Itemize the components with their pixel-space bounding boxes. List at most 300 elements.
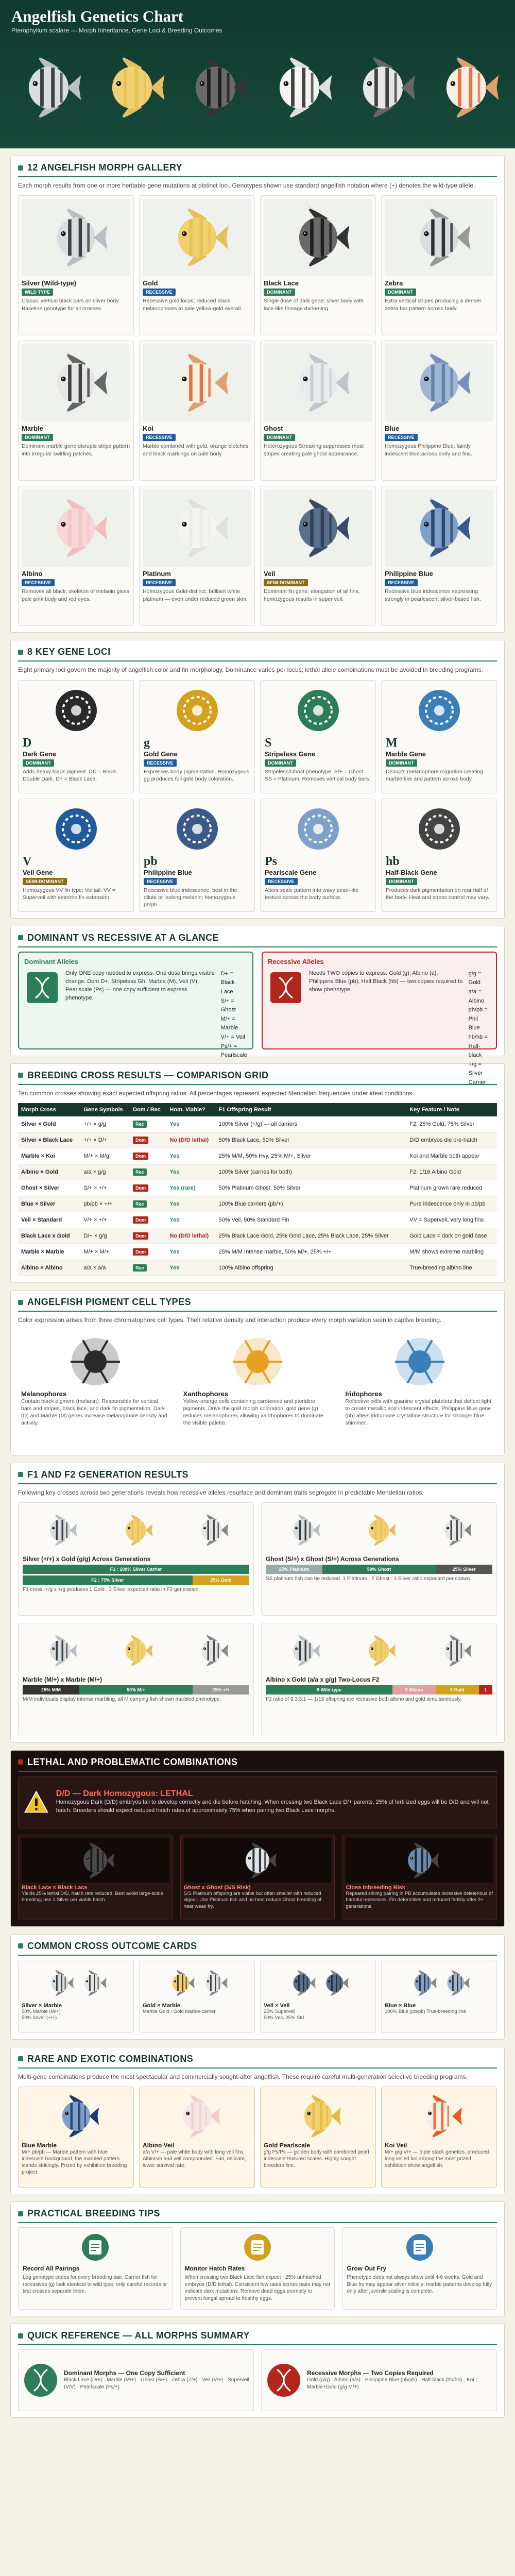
table-cell: 100% Albino offspring (216, 1260, 407, 1276)
section-marker-icon (18, 1472, 23, 1477)
generation-title: Albino x Gold (a/a x g/g) Two-Locus F2 (266, 1675, 380, 1683)
chromatophore-cell-icon (391, 1333, 448, 1390)
gene-symbol: D (23, 736, 32, 750)
inheritance-badge: DOMINANT (385, 289, 416, 296)
recessive-text: Needs TWO copies to express. Gold (g), Albino (a), Philippine Blue (pb), Half Black (hb) — two copies required to show phenotype. (309, 970, 463, 993)
morph-card (18, 486, 134, 626)
outcome-section (10, 1934, 505, 2040)
quick-card (261, 2349, 497, 2411)
morph-name: Philippine Blue (385, 570, 433, 578)
angelfish-icon (434, 1633, 475, 1669)
morph-card (139, 486, 255, 626)
angelfish-icon (43, 1968, 76, 1998)
gene-name: Gold Gene (144, 750, 178, 758)
section-marker-icon (18, 165, 23, 171)
section-title: F1 AND F2 GENERATION RESULTS (27, 1469, 188, 1480)
ratio-segment: 50% Ghost (322, 1565, 436, 1574)
inheritance-badge: DOMINANT (22, 434, 53, 441)
generation-title: Marble (M/+) x Marble (M/+) (23, 1675, 102, 1683)
gene-card (139, 680, 255, 793)
table-cell: Marble × Koi (18, 1148, 80, 1164)
table-header: Dom / Rec (130, 1103, 166, 1116)
gene-desc: Expresses body pigmentation. Homozygous gg produces full gold body coloration. (144, 768, 249, 782)
angelfish-icon (290, 2092, 347, 2141)
gene-grid (18, 680, 497, 912)
table-header: F1 Offspring Result (216, 1103, 407, 1116)
section-title: 8 KEY GENE LOCI (27, 647, 111, 657)
viable-cell: Yes (rare) (166, 1180, 215, 1196)
lethal-card-desc: S/S Platinum offspring are viable but often smaller with reduced vigour. Use Platinum fish and no heat reduce Ghost breeding of near weak fry. (183, 1890, 321, 1909)
gene-symbol: V (23, 854, 32, 868)
rare-desc: M/+ pb/pb — Marble pattern with blue iridescent background, the marbled pattern stands strikingly. Prized by exhibition breeding project. (22, 2149, 127, 2176)
gene-pattern-icon (416, 806, 462, 852)
table-cell: 50% Platinum Ghost, 50% Silver (216, 1180, 407, 1196)
angelfish-icon (115, 1633, 157, 1669)
morph-card (381, 486, 497, 626)
viable-cell: Yes (166, 1196, 215, 1212)
lethal-card-desc: Repeated sibling pairing in PB accumulates recessive deleterious of harmful recessives. Fin deformities and reduced fertility after 3+ generations. (346, 1890, 493, 1909)
section-title: 12 ANGELFISH MORPH GALLERY (27, 162, 183, 173)
table-cell: Platinum grown rare reduced (406, 1180, 497, 1196)
viable-cell: Yes (166, 1244, 215, 1260)
gene-card (260, 680, 376, 793)
morph-desc: Dominant fin gene; elongation of all fins, homozygous results in super veil. (264, 588, 360, 602)
hero-fish-icon (262, 49, 337, 126)
quick-grid (18, 2349, 497, 2411)
morph-name: Albino (22, 570, 43, 578)
morph-card (139, 195, 255, 335)
ratio-segment: F1 : 100% Silver Carrier (23, 1565, 249, 1574)
table-cell: Marble × Marble (18, 1244, 80, 1260)
table-cell: pb/pb × +/+ (80, 1196, 130, 1212)
angelfish-icon (40, 1633, 81, 1669)
quick-reference-section (10, 2324, 505, 2418)
morph-card (18, 341, 134, 481)
morph-card (381, 341, 497, 481)
ratio-segment: 25% Gold (193, 1575, 249, 1585)
rare-grid (18, 2087, 497, 2188)
morph-card (260, 341, 376, 481)
rare-title: Koi Veil (385, 2142, 407, 2149)
table-cell: 100% Silver (+/g) — all carriers (216, 1116, 407, 1132)
dominant-box (18, 952, 253, 1059)
gene-symbol: S (265, 736, 272, 750)
tip-title: Monitor Hatch Rates (184, 2265, 245, 2273)
angelfish-icon (394, 1840, 445, 1881)
fish-illustration-icon (38, 204, 115, 271)
generation-note: M/M individuals display intense marbling, all M carrying fish shown marbled phenotype. (23, 1696, 221, 1702)
generation-note: SS platinum fish can be reduced. 1 Platinum : 2 Ghost : 1 Silver ratio expected per spawn. (266, 1575, 472, 1582)
dom-rec-pill: Rec (133, 1200, 147, 1208)
lethal-card (342, 1835, 497, 1920)
gene-desc: Recessive blue iridescence, best in the dilute or lacking melanin; homozygous pb/pb. (144, 887, 237, 908)
gene-name: Pearlscale Gene (265, 868, 317, 876)
dom-rec-pill: Dom (133, 1232, 148, 1240)
section-intro: Ten common crosses showing exact expected offspring ratios. All percentages represent expected Mendelian frequencies under ideal conditions. (18, 1089, 414, 1097)
angelfish-icon (318, 1968, 351, 1998)
quick-title: Dominant Morphs — One Copy Sufficient (64, 2369, 185, 2377)
gene-symbol: Ps (265, 854, 277, 868)
angelfish-icon (434, 1512, 475, 1548)
dominant-list-item: V/+ = Veil (220, 1033, 245, 1040)
fish-illustration-icon (280, 204, 357, 271)
table-cell: 100% Blue carriers (pb/+) (216, 1196, 407, 1212)
table-cell: Pure iridescence only in pb/pb (406, 1196, 497, 1212)
section-marker-icon (18, 1300, 23, 1305)
dominant-list-item: Ps/+ = Pearlscale (220, 1043, 247, 1059)
generation-note: F2 ratio of 9:3:3:1 — 1/16 offspring are recessive both albino and gold simultaneously. (266, 1696, 462, 1702)
gene-pattern-icon (295, 806, 341, 852)
table-cell: 25% M/M, 50% Hvy, 25% M/+, Silver (216, 1148, 407, 1164)
page-title: Angelfish Genetics Chart (11, 7, 184, 25)
ratio-bar (266, 1565, 492, 1574)
viable-cell: No (D/D lethal) (166, 1228, 215, 1244)
table-cell: Black Lace x Gold (18, 1228, 80, 1244)
gene-desc: Disrupts melanophore migration creating marble-like and pattern across body. (386, 768, 484, 782)
table-cell: a/a × g/g (80, 1164, 130, 1180)
inheritance-badge: RECESSIVE (144, 878, 177, 885)
quick-title: Recessive Morphs — Two Copies Required (307, 2369, 434, 2377)
ratio-bar (266, 1685, 492, 1694)
section-title: PRACTICAL BREEDING TIPS (27, 2208, 160, 2219)
generation-card (18, 1502, 254, 1616)
morph-desc: Homozygous Philippine Blue; faintly iridescent blue across body and fins. (385, 443, 472, 457)
tip-title: Grow Out Fry (347, 2265, 386, 2273)
gene-desc: Produces dark pigmentation on rear half of the body. Heat and stress control may vary. (386, 887, 489, 901)
fish-illustration-icon (159, 495, 236, 562)
fish-illustration-icon (401, 349, 478, 416)
outcome-card (381, 1960, 497, 2033)
ratio-segment: 25% Platinum (266, 1565, 322, 1574)
tips-grid (18, 2227, 497, 2310)
pigment-name: Iridophores (345, 1389, 382, 1398)
inheritance-badge: RECESSIVE (144, 759, 177, 767)
tip-title: Record All Pairings (23, 2265, 80, 2273)
morph-desc: Marble combined with gold, orange blotches and black markings on pale body. (143, 443, 249, 457)
rare-desc: a/a V/+ — pale white body with long veil fins; Albinism and veil compounded. Fair, delicate, lower survival rate. (143, 2149, 246, 2169)
morph-name: Veil (264, 570, 276, 578)
tip-desc: Log genotype codes for every breeding pair. Carrier fish for recessives (g) look identical to wild type; only careful records or test crosses separate them. (23, 2275, 167, 2295)
morph-name: Ghost (264, 425, 283, 433)
quick-desc: Gold (g/g) · Albino (a/a) · Philippine Blue (pb/pb) · Half-black (hb/hb) · Koi = Marble+Gold (g/g M/+) (307, 2377, 479, 2391)
gene-pattern-icon (174, 806, 220, 852)
section-title: DOMINANT VS RECESSIVE AT A GLANCE (27, 932, 219, 943)
inheritance-badge: RECESSIVE (22, 579, 55, 586)
recessive-list (469, 970, 491, 1088)
morph-gallery-section (10, 156, 505, 633)
inheritance-badge: DOMINANT (264, 434, 295, 441)
inheritance-badge: SEMI-DOMINANT (264, 579, 308, 586)
tip-card (342, 2227, 497, 2310)
recessive-list-item: +/g = Silver Carrier (468, 1061, 486, 1086)
outcome-desc: 25% Superveil 50% Veil, 25% Std (264, 2008, 304, 2021)
table-cell: M/+ × M/+ (80, 1244, 130, 1260)
angelfish-icon (164, 1968, 197, 1998)
inheritance-badge: DOMINANT (264, 289, 295, 296)
recessive-list-item: g/g = Gold (468, 970, 482, 986)
table-row (18, 1196, 497, 1212)
angelfish-icon (115, 1512, 157, 1548)
outcome-card (260, 1960, 376, 2033)
gene-name: Marble Gene (386, 750, 426, 758)
lethal-card-title: Close Inbreeding Risk (346, 1884, 405, 1891)
lethal-card-title: Black Lace × Black Lace (22, 1884, 88, 1891)
table-cell: Gold Lace = dark on gold base (406, 1228, 497, 1244)
viable-cell: No (D/D lethal) (166, 1132, 215, 1148)
table-cell: a/a × a/a (80, 1260, 130, 1276)
dom-rec-pill: Rec (133, 1264, 147, 1272)
section-title: COMMON CROSS OUTCOME CARDS (27, 1940, 197, 1951)
morph-name: Gold (143, 279, 158, 287)
morph-card (18, 195, 134, 335)
recessive-dna-icon (268, 970, 304, 1006)
section-intro: Eight primary loci govern the majority of angelfish color and fin morphology. Dominance varies per locus; lethal allele combinations must be avoided in breeding programs. (18, 666, 483, 674)
table-cell: 100% Silver (carries for both) (216, 1164, 407, 1180)
morph-card (381, 195, 497, 335)
table-row (18, 1116, 497, 1132)
dominant-title: Dominant Alleles (24, 957, 78, 965)
recessive-box (262, 952, 497, 1086)
section-intro: Multi-gene combinations produce the most spectacular and commercially sought-after angelfish. These require careful multi-generation selective breeding programs. (18, 2073, 468, 2080)
tip-card (18, 2227, 173, 2310)
morph-desc: Classic vertical black bars on silver body. Baseline genotype for all crosses. (22, 298, 120, 312)
section-marker-icon (18, 2211, 23, 2216)
recessive-list-item: hb/hb = Half-black (468, 1033, 488, 1059)
table-cell: VV = Superveil, very long fins (406, 1212, 497, 1228)
lethal-section (10, 1750, 505, 1927)
angelfish-icon (76, 1968, 109, 1998)
table-cell: V/+ × +/+ (80, 1212, 130, 1228)
fish-illustration-icon (401, 495, 478, 562)
viable-cell: Yes (166, 1164, 215, 1180)
morph-desc: Removes all black; skeleton of melanin gives pale pink body and red eyes. (22, 588, 129, 602)
dom-rec-pill: Rec (133, 1121, 147, 1128)
page-subtitle: Pterophyllum scalare — Morph Inheritance, Gene Loci & Breeding Outcomes (11, 27, 222, 34)
angelfish-icon (406, 1968, 439, 1998)
table-cell: Silver × Gold (18, 1116, 80, 1132)
hero-fish-icon (11, 49, 86, 126)
outcome-desc: 50% Marble (M/+) 50% Silver (+/+) (22, 2008, 61, 2021)
outcome-title: Gold × Marble (143, 2002, 181, 2009)
table-cell: D/D embryos die pre-hatch (406, 1132, 497, 1148)
morph-name: Black Lace (264, 279, 299, 287)
pigment-desc: Contain black pigment (melanin). Responsible for vertical bars and stripes, black lace, and dark fin pigmentation. Dark (D) and Marble (M) genes increase melanophore density and activity. (21, 1398, 167, 1427)
angelfish-icon (283, 1633, 324, 1669)
outcome-title: Silver × Marble (22, 2002, 62, 2009)
morph-name: Blue (385, 425, 400, 433)
pigment-card (342, 1330, 497, 1449)
gene-pattern-icon (416, 687, 462, 734)
table-cell: Koi and Marble both appear (406, 1148, 497, 1164)
angelfish-icon (169, 2092, 226, 2141)
rare-desc: M/+ g/g V/+ — triple stack genetics, produced long veiled koi among the most prized exhibition show angelfish. (385, 2149, 489, 2169)
table-row (18, 1164, 497, 1180)
hero-header (0, 0, 515, 148)
morph-desc: Extra vertical stripes producing a denser zebra bar pattern across body. (385, 298, 482, 312)
dominant-list-item: M/+ = Marble (220, 1015, 238, 1031)
gene-symbol: M (386, 736, 398, 750)
table-cell: Albino × Albino (18, 1260, 80, 1276)
viable-cell: Yes (166, 1148, 215, 1164)
morph-name: Marble (22, 425, 43, 433)
generation-title: Silver (+/+) x Gold (g/g) Across Generations (23, 1555, 151, 1563)
generation-note: F1 cross: +/g x +/g produces 1 Gold : 3 Silver expected ratio in F2 generation. (23, 1586, 200, 1592)
gene-symbol: hb (386, 854, 400, 868)
rare-desc: g/g Ps/Ps — golden body with combined pearl iridescent textured scales. Highly sought breeders fine. (264, 2149, 369, 2169)
gene-card (139, 799, 255, 912)
table-row (18, 1228, 497, 1244)
table-row (18, 1148, 497, 1164)
gene-pattern-icon (174, 687, 220, 734)
angelfish-icon (285, 1968, 318, 1998)
tip-desc: When crossing two Black Lace fish expect ~25% unhatched embryos (D/D lethal). Consistent low rates across pairs may not indicate dark mutations. Remove dead eggs promptly to prevent fungal spread to healthy eggs. (184, 2275, 330, 2301)
gene-loci-section (10, 640, 505, 918)
table-cell: 25% Black Lace Gold, 25% Gold Lace, 25% Black Lace, 25% Silver (216, 1228, 407, 1244)
cross-grid-section (10, 1063, 505, 1283)
hero-fish-icon (95, 49, 169, 126)
dom-rec-pill: Dom (133, 1184, 148, 1192)
section-marker-icon (18, 935, 23, 940)
section-title: RARE AND EXOTIC COMBINATIONS (27, 2053, 194, 2064)
tips-section (10, 2201, 505, 2316)
angelfish-icon (191, 1512, 232, 1548)
morph-desc: Single dose of dark gene; silver body with lace-like finnage darkening. (264, 298, 364, 312)
rare-card (139, 2087, 255, 2188)
angelfish-icon (232, 1840, 283, 1881)
table-header: Morph Cross (18, 1103, 80, 1116)
pigment-name: Xanthophores (183, 1389, 229, 1398)
inheritance-badge: SEMI-DOMINANT (23, 878, 67, 885)
ratio-segment: F2 : 75% Silver (23, 1575, 193, 1585)
table-cell: M/M shows extreme marbling (406, 1244, 497, 1260)
section-title: BREEDING CROSS RESULTS — COMPARISON GRID (27, 1070, 269, 1080)
gene-pattern-icon (295, 687, 341, 734)
dom-rec-pill: Dom (133, 1137, 148, 1144)
inheritance-badge: DOMINANT (386, 878, 417, 885)
ratio-bar (23, 1565, 249, 1574)
dom-rec-pill: Dom (133, 1216, 148, 1224)
gene-name: Half-Black Gene (386, 868, 437, 876)
table-cell: True-breeding albino line (406, 1260, 497, 1276)
gene-card (18, 680, 134, 793)
table-header: Gene Symbols (80, 1103, 130, 1116)
gene-name: Stripeless Gene (265, 750, 316, 758)
pigment-desc: Yellow-orange cells containing carotenoid and pteridine pigments. Drive the gold morph coloration; gold gene (g) reduces melanophores allowing xanthophores to dominate the visible palette. (183, 1398, 323, 1427)
ratio-segment: 9 Wild-type (266, 1685, 392, 1694)
angelfish-icon (48, 2092, 105, 2141)
table-row (18, 1244, 497, 1260)
morph-desc: Recessive gold locus; reduced black melanophores to pale yellow-gold overall. (143, 298, 243, 312)
table-cell: Silver × Black Lace (18, 1132, 80, 1148)
outcome-card (139, 1960, 255, 2033)
morph-desc: Homozygous Gold-distinct, brilliant white platinum — even under reduced green skin. (143, 588, 248, 602)
angelfish-icon (283, 1512, 324, 1548)
lethal-hero-text: Homozygous Dark (D/D) embryos fail to develop correctly and die before hatching. When crossing two Black Lace D/+ parents, 25% of fertilized eggs will be D/D and will not hatch. Breeders should expect reduced hatch rates of approximately 75% when pairing two Black Lace morphs. (56, 1799, 489, 1814)
morph-name: Platinum (143, 570, 171, 578)
angelfish-icon (40, 1512, 81, 1548)
recessive-list-item: a/a = Albino (468, 988, 485, 1004)
gene-name: Dark Gene (23, 750, 57, 758)
ratio-segment: 25% Silver (436, 1565, 492, 1574)
recessive-list-item: pb/pb = Phil Blue (468, 1007, 488, 1031)
table-cell: Albino × Gold (18, 1164, 80, 1180)
chromatophore-cell-icon (229, 1333, 286, 1390)
section-title: ANGELFISH PIGMENT CELL TYPES (27, 1297, 191, 1308)
gene-name: Veil Gene (23, 868, 53, 876)
ratio-segment: 3 Albino (392, 1685, 436, 1694)
angelfish-icon (197, 1968, 230, 1998)
inheritance-badge: RECESSIVE (143, 434, 176, 441)
quick-ref-icon (23, 2362, 59, 2398)
fish-illustration-icon (401, 204, 478, 271)
inheritance-badge: DOMINANT (265, 759, 296, 767)
pigment-name: Melanophores (21, 1389, 67, 1398)
tip-icon (243, 2233, 272, 2262)
recessive-title: Recessive Alleles (268, 957, 324, 965)
rare-card (381, 2087, 497, 2188)
pigment-card (180, 1330, 335, 1449)
table-cell: Ghost × Silver (18, 1180, 80, 1196)
morph-grid (18, 195, 497, 626)
gene-desc: Adds heavy black pigment. DD = Black Double Dark. D+ = Black Lace. (23, 768, 116, 782)
lethal-hero-title: D/D — Dark Homozygous: LETHAL (56, 1789, 193, 1799)
dominant-dna-icon (24, 970, 60, 1006)
angelfish-icon (70, 1840, 121, 1881)
table-row (18, 1132, 497, 1148)
fish-illustration-icon (159, 204, 236, 271)
section-marker-icon (18, 650, 23, 655)
dominant-list-item: D+ = Black Lace (220, 970, 235, 995)
section-marker-icon (18, 1943, 23, 1948)
pigment-card (18, 1330, 173, 1449)
dom-rec-pill: Rec (133, 1168, 147, 1176)
gene-name: Philippine Blue (144, 868, 192, 876)
hero-fish-icon (346, 49, 420, 126)
ratio-segment: 1 (479, 1685, 492, 1694)
gene-desc: Homozygous VV fin type; Veiltail; VV = Superveil with extreme fin extension. (23, 887, 116, 901)
generation-title: Ghost (S/+) x Ghost (S/+) Across Generations (266, 1555, 399, 1563)
outcome-title: Blue × Blue (385, 2002, 416, 2009)
table-header: Hom. Viable? (166, 1103, 215, 1116)
ratio-bar (23, 1575, 249, 1585)
table-cell: 25% M/M Intense marble, 50% M/+, 25% +/+ (216, 1244, 407, 1260)
section-intro: Color expression arises from three chromatophore cell types. Their relative density and interaction produce every morph variation seen in captive breeding. (18, 1316, 442, 1324)
rare-title: Gold Pearlscale (264, 2142, 311, 2149)
angelfish-icon (358, 1633, 400, 1669)
rare-card (260, 2087, 376, 2188)
lethal-hero (18, 1776, 497, 1828)
gene-symbol: pb (144, 854, 158, 868)
morph-card (260, 486, 376, 626)
rare-section (10, 2047, 505, 2194)
table-header: Key Feature / Note (406, 1103, 497, 1116)
table-row (18, 1180, 497, 1196)
outcome-title: Veil × Veil (264, 2002, 290, 2009)
inheritance-badge: RECESSIVE (385, 579, 418, 586)
section-marker-icon (18, 1759, 23, 1765)
angelfish-icon (411, 2092, 468, 2141)
morph-name: Zebra (385, 279, 403, 287)
dom-rec-pill: Dom (133, 1248, 148, 1256)
ratio-segment: 3 Gold (436, 1685, 479, 1694)
rare-title: Blue Marble (22, 2142, 57, 2149)
table-cell: 50% Veil, 50% Standard Fin (216, 1212, 407, 1228)
fish-illustration-icon (280, 349, 357, 416)
generation-card (261, 1502, 497, 1616)
ratio-segment: 25% +/+ (193, 1685, 249, 1694)
fish-illustration-icon (38, 349, 115, 416)
angelfish-icon (358, 1512, 400, 1548)
